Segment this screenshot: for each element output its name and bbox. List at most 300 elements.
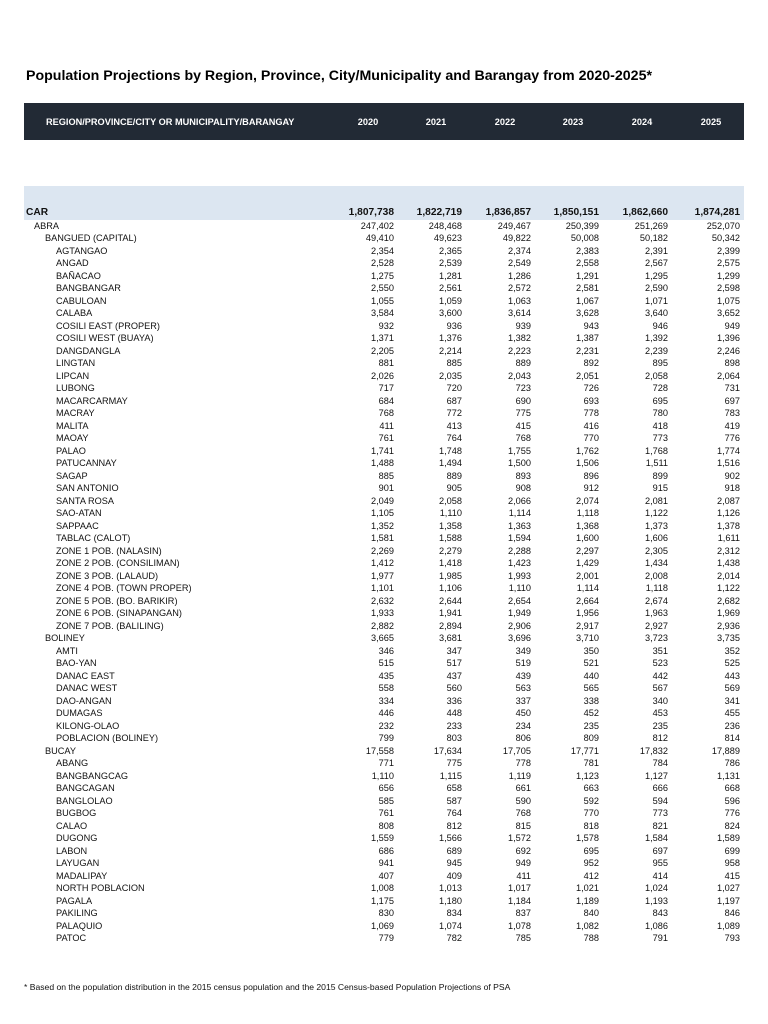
- cell-2025: 2,014: [717, 570, 740, 581]
- cell-2020: 808: [378, 820, 394, 831]
- cell-2024: 2,590: [645, 283, 668, 293]
- row-name: SAN ANTONIO: [56, 483, 119, 493]
- cell-2022: 2,288: [508, 545, 531, 556]
- cell-2021: 2,539: [439, 258, 462, 268]
- cell-2021: 689: [446, 845, 462, 856]
- cell-2020: 1,110: [371, 770, 394, 781]
- cell-2022: 1,114: [508, 508, 531, 518]
- cell-2020: 232: [378, 720, 394, 731]
- cell-2025: 1,299: [717, 270, 740, 281]
- cell-2022: 1,382: [508, 333, 531, 343]
- cell-2022: 249,467: [497, 220, 531, 231]
- row-name: ZONE 2 POB. (CONSILIMAN): [56, 558, 180, 568]
- table-row: [24, 795, 744, 808]
- cell-2023: 592: [583, 795, 599, 806]
- cell-2022: 2,906: [508, 620, 531, 631]
- row-name: PATOC: [56, 933, 87, 943]
- cell-2021: 772: [446, 408, 462, 418]
- cell-2025: 415: [724, 870, 740, 881]
- cell-2022: 889: [515, 358, 531, 368]
- cell-2020: 2,882: [371, 620, 394, 631]
- cell-2022: 949: [515, 858, 531, 868]
- table-row: [24, 757, 744, 770]
- cell-2025: 50,342: [711, 233, 740, 243]
- cell-2021: 1,418: [439, 558, 462, 568]
- cell-2020: 1,488: [371, 458, 394, 468]
- cell-2022: 49,822: [502, 233, 531, 243]
- table-row: [24, 932, 744, 945]
- table-row: [24, 882, 744, 895]
- table-row: [24, 320, 744, 333]
- cell-2021: 2,894: [439, 620, 462, 631]
- row-name: ZONE 6 POB. (SINAPANGAN): [56, 608, 182, 618]
- cell-2024: 899: [652, 470, 668, 481]
- row-name: PAGALA: [56, 895, 93, 906]
- table-row: [24, 707, 744, 720]
- cell-2021: 1,180: [439, 895, 462, 906]
- cell-2025: 846: [724, 908, 740, 918]
- cell-2021: 1,358: [439, 520, 462, 531]
- cell-2025: 2,087: [717, 495, 740, 506]
- cell-2021: 347: [446, 645, 462, 656]
- cell-2025: 898: [724, 358, 740, 368]
- cell-2021: 1,376: [439, 333, 462, 343]
- cell-2022: 450: [515, 708, 531, 718]
- row-name: CABULOAN: [56, 295, 107, 306]
- cell-2023: 781: [583, 758, 599, 768]
- cell-2021: 1,115: [439, 770, 462, 781]
- cell-2021: 3,681: [439, 633, 462, 643]
- cell-2023: 17,771: [570, 745, 599, 756]
- row-name: BOLINEY: [45, 633, 85, 643]
- table-row: [24, 520, 744, 533]
- cell-2022: 1,286: [508, 270, 531, 281]
- cell-2020: 2,049: [371, 495, 394, 506]
- cell-2021: 1,822,719: [416, 207, 462, 218]
- table-row: [24, 295, 744, 308]
- cell-2023: 1,067: [576, 295, 599, 306]
- cell-2022: 2,043: [508, 370, 531, 381]
- header-year-2021: 2021: [425, 117, 447, 127]
- cell-2022: 2,654: [508, 595, 531, 606]
- cell-2023: 778: [583, 408, 599, 418]
- cell-2020: 49,410: [365, 233, 394, 243]
- header-year-2022: 2022: [494, 117, 516, 127]
- cell-2025: 776: [724, 433, 740, 443]
- cell-2023: 1,850,151: [553, 207, 599, 218]
- cell-2022: 17,705: [502, 745, 531, 756]
- cell-2023: 1,956: [576, 608, 599, 618]
- row-name: ZONE 1 POB. (NALASIN): [56, 545, 162, 556]
- cell-2024: 1,963: [645, 608, 668, 618]
- cell-2022: 692: [515, 845, 531, 856]
- cell-2022: 1,993: [508, 570, 531, 581]
- header-year-2025: 2025: [700, 117, 722, 127]
- cell-2021: 658: [446, 783, 462, 793]
- cell-2022: 415: [515, 420, 531, 431]
- cell-2023: 1,429: [576, 558, 599, 568]
- cell-2024: 946: [652, 320, 668, 331]
- cell-2021: 2,644: [439, 595, 462, 606]
- cell-2021: 1,494: [439, 458, 462, 468]
- cell-2024: 340: [652, 695, 668, 706]
- table-row: [24, 670, 744, 683]
- cell-2023: 1,114: [576, 583, 599, 593]
- row-name: LINGTAN: [56, 358, 96, 368]
- cell-2025: 697: [724, 395, 740, 406]
- table-row: [24, 370, 744, 383]
- table-row: [24, 595, 744, 608]
- cell-2022: 775: [515, 408, 531, 418]
- cell-2021: 1,588: [439, 533, 462, 543]
- cell-2024: 2,239: [645, 345, 668, 356]
- cell-2020: 446: [378, 708, 394, 718]
- cell-2023: 695: [583, 845, 599, 856]
- cell-2024: 773: [652, 433, 668, 443]
- cell-2024: 915: [652, 483, 668, 493]
- cell-2021: 1,941: [439, 608, 462, 618]
- table-row: [24, 570, 744, 583]
- cell-2023: 1,123: [576, 770, 599, 781]
- cell-2024: 2,305: [645, 545, 668, 556]
- row-name: ABANG: [56, 758, 89, 768]
- cell-2024: 1,392: [645, 333, 668, 343]
- cell-2021: 1,281: [439, 270, 462, 281]
- cell-2025: 443: [724, 670, 740, 681]
- cell-2021: 248,468: [428, 220, 462, 231]
- table-row: [24, 532, 744, 545]
- cell-2024: 1,295: [645, 270, 668, 281]
- cell-2024: 2,081: [645, 495, 668, 506]
- table-row: [24, 470, 744, 483]
- row-name: MALITA: [56, 420, 89, 431]
- cell-2022: 768: [515, 808, 531, 818]
- row-name: SANTA ROSA: [56, 495, 115, 506]
- cell-2025: 2,312: [717, 545, 740, 556]
- cell-2020: 779: [378, 933, 394, 943]
- table-row: [24, 395, 744, 408]
- cell-2021: 1,013: [439, 883, 462, 893]
- cell-2021: 834: [446, 908, 462, 918]
- cell-2022: 815: [515, 820, 531, 831]
- cell-2025: 824: [724, 820, 740, 831]
- cell-2025: 793: [724, 933, 740, 943]
- cell-2024: 1,193: [645, 895, 668, 906]
- table-row: [24, 482, 744, 495]
- cell-2023: 2,074: [576, 495, 599, 506]
- table-header: [24, 103, 744, 140]
- cell-2021: 49,623: [433, 233, 462, 243]
- cell-2023: 2,917: [576, 620, 599, 631]
- cell-2024: 2,927: [645, 620, 668, 631]
- cell-2025: 1,969: [717, 608, 740, 618]
- table-row: [24, 632, 744, 645]
- cell-2025: 1,516: [717, 458, 740, 468]
- cell-2023: 1,082: [576, 920, 599, 931]
- table-row: [24, 507, 744, 520]
- cell-2020: 346: [378, 645, 394, 656]
- cell-2021: 2,035: [439, 370, 462, 381]
- cell-2024: 821: [652, 820, 668, 831]
- cell-2025: 2,399: [717, 245, 740, 256]
- cell-2022: 661: [515, 783, 531, 793]
- table-row: [24, 907, 744, 920]
- row-name: ANGAD: [56, 258, 89, 268]
- cell-2022: 806: [515, 733, 531, 743]
- cell-2025: 731: [724, 383, 740, 393]
- cell-2020: 3,584: [371, 308, 394, 318]
- cell-2021: 885: [446, 358, 462, 368]
- cell-2023: 565: [583, 683, 599, 693]
- cell-2024: 1,511: [645, 458, 668, 468]
- cell-2020: 1,275: [371, 270, 394, 281]
- table-row: [24, 607, 744, 620]
- cell-2023: 1,506: [576, 458, 599, 468]
- cell-2025: 814: [724, 733, 740, 743]
- cell-2022: 1,572: [508, 833, 531, 843]
- cell-2024: 1,606: [645, 533, 668, 543]
- row-name: BUCAY: [45, 745, 76, 756]
- cell-2021: 720: [446, 383, 462, 393]
- cell-2025: 949: [724, 320, 740, 331]
- footnote: * Based on the population distribution in the 2015 census population and the 2015 Census-based Population Projections of PSA: [24, 982, 511, 992]
- cell-2023: 663: [583, 783, 599, 793]
- cell-2021: 2,561: [439, 283, 462, 293]
- cell-2022: 2,374: [508, 245, 531, 256]
- row-name: BAÑACAO: [56, 270, 101, 281]
- row-name: BUGBOG: [56, 808, 97, 818]
- row-name: SAPPAAC: [56, 520, 99, 531]
- cell-2024: 1,122: [645, 508, 668, 518]
- cell-2025: 569: [724, 683, 740, 693]
- cell-2020: 686: [378, 845, 394, 856]
- cell-2023: 3,710: [576, 633, 599, 643]
- cell-2020: 830: [378, 908, 394, 918]
- row-name: AMTI: [56, 645, 78, 656]
- cell-2025: 699: [724, 845, 740, 856]
- cell-2021: 764: [446, 433, 462, 443]
- cell-2023: 2,297: [576, 545, 599, 556]
- cell-2025: 1,126: [717, 508, 740, 518]
- table-row: [24, 345, 744, 358]
- table-row: [24, 845, 744, 858]
- cell-2022: 439: [515, 670, 531, 681]
- cell-2022: 1,594: [508, 533, 531, 543]
- row-name: ZONE 5 POB. (BO. BARIKIR): [56, 595, 178, 606]
- table-row: [24, 557, 744, 570]
- cell-2020: 435: [378, 670, 394, 681]
- cell-2021: 3,600: [439, 308, 462, 318]
- cell-2023: 2,581: [576, 283, 599, 293]
- row-name: ABRA: [34, 220, 60, 231]
- table-row: [24, 720, 744, 733]
- cell-2024: 453: [652, 708, 668, 718]
- cell-2020: 941: [378, 858, 394, 868]
- cell-2024: 1,862,660: [622, 207, 668, 218]
- cell-2022: 1,063: [508, 295, 531, 306]
- table-row: [24, 220, 744, 233]
- cell-2025: 1,611: [717, 533, 740, 543]
- cell-2022: 337: [515, 695, 531, 706]
- cell-2024: 1,086: [645, 920, 668, 931]
- cell-2023: 1,189: [576, 895, 599, 906]
- cell-2025: 1,089: [717, 920, 740, 931]
- cell-2024: 235: [652, 720, 668, 731]
- cell-2024: 2,058: [645, 370, 668, 381]
- cell-2024: 3,640: [645, 308, 668, 318]
- cell-2020: 761: [378, 433, 394, 443]
- cell-2022: 563: [515, 683, 531, 693]
- cell-2020: 1,371: [371, 333, 394, 343]
- cell-2021: 905: [446, 483, 462, 493]
- cell-2024: 843: [652, 908, 668, 918]
- cell-2024: 2,391: [645, 245, 668, 256]
- table-row: [24, 807, 744, 820]
- cell-2025: 341: [724, 695, 740, 706]
- cell-2021: 560: [446, 683, 462, 693]
- cell-2020: 2,205: [371, 345, 394, 356]
- cell-2021: 764: [446, 808, 462, 818]
- row-name: CAR: [26, 207, 49, 218]
- cell-2022: 778: [515, 758, 531, 768]
- table-row: [24, 870, 744, 883]
- cell-2021: 587: [446, 795, 462, 806]
- cell-2022: 837: [515, 908, 531, 918]
- cell-2022: 1,836,857: [485, 207, 531, 218]
- cell-2024: 3,723: [645, 633, 668, 643]
- cell-2024: 1,584: [645, 833, 668, 843]
- table-row: [24, 382, 744, 395]
- cell-2020: 334: [378, 695, 394, 706]
- cell-2024: 418: [652, 420, 668, 431]
- cell-2023: 1,387: [576, 333, 599, 343]
- cell-2022: 3,614: [508, 308, 531, 318]
- cell-2025: 1,027: [717, 883, 740, 893]
- row-name: PATUCANNAY: [56, 458, 117, 468]
- cell-2025: 918: [724, 483, 740, 493]
- cell-2021: 437: [446, 670, 462, 681]
- row-name: MACARCARMAY: [56, 395, 128, 406]
- cell-2025: 2,682: [717, 595, 740, 606]
- table-row: [24, 920, 744, 933]
- cell-2025: 1,197: [717, 895, 740, 906]
- table-row: [24, 257, 744, 270]
- cell-2022: 1,078: [508, 920, 531, 931]
- cell-2020: 1,741: [371, 445, 394, 456]
- cell-2023: 1,578: [576, 833, 599, 843]
- row-name: NORTH POBLACION: [56, 883, 145, 893]
- cell-2022: 1,949: [508, 608, 531, 618]
- cell-2021: 17,634: [433, 745, 462, 756]
- cell-2021: 687: [446, 395, 462, 406]
- cell-2020: 717: [378, 383, 394, 393]
- cell-2020: 1,933: [371, 608, 394, 618]
- cell-2023: 2,664: [576, 595, 599, 606]
- cell-2022: 939: [515, 320, 531, 331]
- cell-2023: 338: [583, 695, 599, 706]
- cell-2025: 1,122: [717, 583, 740, 593]
- cell-2023: 2,383: [576, 245, 599, 256]
- row-name: SAGAP: [56, 470, 88, 481]
- table-row: [24, 207, 744, 220]
- cell-2021: 889: [446, 470, 462, 481]
- cell-2023: 840: [583, 908, 599, 918]
- row-name: ZONE 7 POB. (BALILING): [56, 620, 164, 631]
- cell-2021: 1,074: [439, 920, 462, 931]
- table-row: [24, 232, 744, 245]
- cell-2024: 2,567: [645, 258, 668, 268]
- row-name: BANGUED (CAPITAL): [45, 233, 137, 243]
- cell-2023: 952: [583, 858, 599, 868]
- row-name: BANGBANGAR: [56, 283, 121, 293]
- cell-2021: 945: [446, 858, 462, 868]
- cell-2024: 567: [652, 683, 668, 693]
- cell-2022: 908: [515, 483, 531, 493]
- cell-2021: 775: [446, 758, 462, 768]
- cell-2020: 1,352: [371, 520, 394, 531]
- cell-2020: 2,550: [371, 283, 394, 293]
- cell-2020: 1,977: [371, 570, 394, 581]
- cell-2020: 247,402: [360, 220, 394, 231]
- cell-2025: 17,889: [711, 745, 740, 756]
- row-name: SAO-ATAN: [56, 508, 102, 518]
- cell-2021: 2,214: [439, 345, 462, 356]
- cell-2020: 585: [378, 795, 394, 806]
- cell-2022: 590: [515, 795, 531, 806]
- cell-2024: 1,024: [645, 883, 668, 893]
- row-name: COSILI WEST (BUAYA): [56, 333, 154, 343]
- cell-2023: 1,291: [576, 270, 599, 281]
- cell-2022: 723: [515, 383, 531, 393]
- cell-2020: 1,055: [371, 295, 394, 306]
- cell-2022: 234: [515, 720, 531, 731]
- cell-2023: 2,051: [576, 370, 599, 381]
- table-row: [24, 895, 744, 908]
- cell-2025: 1,378: [717, 520, 740, 531]
- cell-2025: 786: [724, 758, 740, 768]
- table-row: [24, 770, 744, 783]
- cell-2023: 2,558: [576, 258, 599, 268]
- cell-2022: 893: [515, 470, 531, 481]
- table-row: [24, 282, 744, 295]
- cell-2023: 412: [583, 870, 599, 881]
- cell-2021: 233: [446, 720, 462, 731]
- cell-2025: 525: [724, 658, 740, 668]
- cell-2022: 1,500: [508, 458, 531, 468]
- cell-2023: 693: [583, 395, 599, 406]
- cell-2023: 943: [583, 320, 599, 331]
- cell-2020: 407: [378, 870, 394, 881]
- header-year-2024: 2024: [631, 117, 653, 127]
- row-name: ZONE 3 POB. (LALAUD): [56, 570, 159, 581]
- table-row: [24, 245, 744, 258]
- cell-2024: 414: [652, 870, 668, 881]
- cell-2022: 2,572: [508, 283, 531, 293]
- cell-2021: 1,566: [439, 833, 462, 843]
- cell-2021: 782: [446, 933, 462, 943]
- row-name: MAOAY: [56, 433, 89, 443]
- cell-2023: 1,118: [576, 508, 599, 518]
- cell-2022: 1,119: [508, 770, 531, 781]
- table-row: [24, 857, 744, 870]
- cell-2023: 770: [583, 433, 599, 443]
- cell-2023: 818: [583, 820, 599, 831]
- cell-2024: 2,008: [645, 570, 668, 581]
- row-name: LABON: [56, 845, 88, 856]
- cell-2025: 2,936: [717, 620, 740, 631]
- cell-2023: 896: [583, 470, 599, 481]
- cell-2020: 901: [378, 483, 394, 493]
